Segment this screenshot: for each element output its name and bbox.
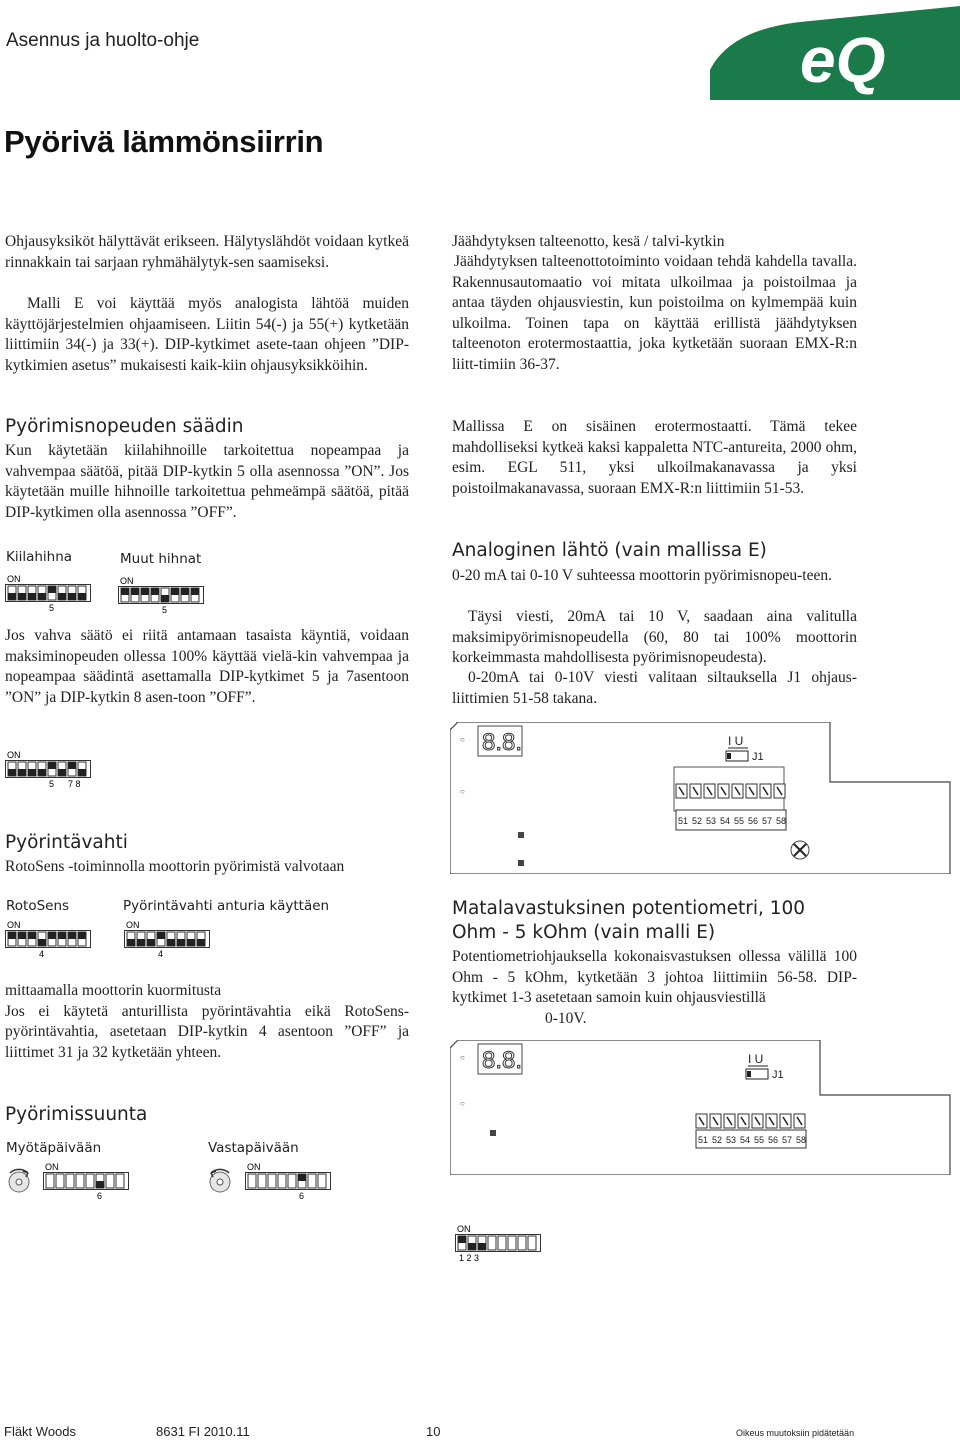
dip-switch-anturi xyxy=(124,918,210,960)
svg-text:ON: ON xyxy=(457,1224,471,1234)
svg-text:54: 54 xyxy=(720,816,731,826)
potentiometer-heading-2: Ohm - 5 kOhm (vain malli E) xyxy=(452,922,716,943)
potentiometer-text: Potentiometriohjauksella kokonaisvastuksen ollessa välillä 100 Ohm - 5 kOhm, kytketään 3 johtoa liittimiin 56-58. DIP-kytkimet 1-3 asetetaan samoin kuin ohjausviestillä xyxy=(452,948,857,1006)
svg-text:58: 58 xyxy=(776,816,787,826)
svg-text:○: ○ xyxy=(460,1053,465,1062)
caption-muut-hihnat: Muut hihnat xyxy=(120,551,202,567)
analog-p3: 0-20mA tai 0-10V viesti valitaan siltauksella J1 ohjaus-liittimien 51-58 takana. xyxy=(452,669,857,707)
svg-text:5: 5 xyxy=(162,605,168,615)
svg-text:55: 55 xyxy=(754,1135,765,1145)
caption-kiilahihna: Kiilahihna xyxy=(6,549,73,565)
svg-text:I U: I U xyxy=(748,1052,764,1066)
footer-rights: Oikeus muutoksiin pidätetään xyxy=(736,1428,855,1438)
svg-text:51: 51 xyxy=(678,816,689,826)
dip-switch-kiilahihna xyxy=(5,572,91,614)
speed-text-2: Jos vahva säätö ei riitä antamaan tasaista käyntiä, voidaan maksiminopeuden ollessa 100% käyttää vielä-kin vahvempaa ja nopeampaa säädintä asettamalla DIP-kytkimet 5 ja 7asentoon ”ON” ja DIP-kytkin 8 asen-toon ”OFF”. xyxy=(5,627,409,706)
speed-heading: Pyörimisnopeuden säädin xyxy=(5,416,244,437)
dip-switch-1-3 xyxy=(455,1222,541,1264)
doc-label: Asennus ja huolto-ohje xyxy=(6,30,200,51)
svg-text:ON: ON xyxy=(7,574,21,584)
svg-text:5: 5 xyxy=(49,779,55,789)
svg-text:54: 54 xyxy=(740,1135,751,1145)
potentiometer-heading-1: Matalavastuksinen potentiometri, 100 xyxy=(452,898,806,919)
svg-text:I U: I U xyxy=(728,734,744,748)
rotation-counterclockwise-icon xyxy=(205,1166,235,1196)
caption-myotapaivaan: Myötäpäivään xyxy=(6,1140,102,1156)
svg-text:57: 57 xyxy=(782,1135,793,1145)
dip-switch-counterclockwise xyxy=(245,1160,331,1202)
analog-p1: 0-20 mA tai 0-10 V suhteessa moottorin pyörimisnopeu-teen. xyxy=(452,567,832,584)
svg-text:○: ○ xyxy=(460,787,465,796)
svg-text:J1: J1 xyxy=(772,1069,784,1081)
svg-text:51: 51 xyxy=(698,1135,709,1145)
svg-text:ON: ON xyxy=(247,1162,261,1172)
cooling-line1: Jäähdytyksen talteenotto, kesä / talvi-kytkin xyxy=(452,233,725,250)
svg-text:4: 4 xyxy=(158,949,164,959)
control-board-diagram-1 xyxy=(450,722,960,874)
svg-text:8.8.: 8.8. xyxy=(482,1047,523,1074)
svg-text:7 8: 7 8 xyxy=(68,779,81,789)
svg-text:ON: ON xyxy=(7,920,21,930)
potentiometer-text-end: 0-10V. xyxy=(545,1010,587,1027)
dip-switch-rotosens xyxy=(5,918,91,960)
svg-text:ON: ON xyxy=(45,1162,59,1172)
cooling-text-2: Mallissa E on sisäinen erotermostaatti. Tämä tekee mahdolliseksi kytkeä kaksi kappaletta NTC-antureita, 2000 ohm, esim. EGL 511, yksi ulkoilmakanavassa ja yksi poistoilmakanavassa, suoraan EMX-R:n liittimiin 51-53. xyxy=(452,418,857,497)
intro-paragraph-2: Malli E voi käyttää myös analogista lähtöä muiden käyttöjärjestelmien ohjaamiseen. Liitin 54(-) ja 55(+) kytketään liittimiin 34(-) ja 33(+). DIP-kytkimet asete-taan ohjeen ”DIP-kytkimien asetus” mukaisesti kaik-kiin ohjausyksikköihin. xyxy=(5,295,409,374)
guard-heading: Pyörintävahti xyxy=(5,832,128,853)
caption-rotosens: RotoSens xyxy=(6,898,70,914)
svg-text:53: 53 xyxy=(706,816,717,826)
dip-switch-clockwise xyxy=(43,1160,129,1202)
footer-doc-code: 8631 FI 2010.11 xyxy=(156,1424,250,1439)
svg-text:8.8.: 8.8. xyxy=(482,729,523,756)
svg-text:52: 52 xyxy=(712,1135,723,1145)
guard-text: mittaamalla moottorin kuormitusta Jos ei käytetä anturillista pyörintävahtia eikä RotoSens-pyörintävahtia, asetetaan DIP-kytkin 4 asentoon ”OFF” ja liittimet 31 ja 32 kytketään yhteen. xyxy=(5,982,409,1061)
svg-text:6: 6 xyxy=(299,1191,305,1201)
dip-switch-muut-hihnat xyxy=(118,574,204,616)
direction-heading: Pyörimissuunta xyxy=(5,1104,148,1125)
rotation-clockwise-icon xyxy=(4,1166,34,1196)
svg-text:52: 52 xyxy=(692,816,703,826)
svg-text:J1: J1 xyxy=(752,751,764,763)
intro-paragraph-1: Ohjausyksiköt hälyttävät erikseen. Hälytyslähdöt voidaan kytkeä rinnakkain tai sarjaan ryhmähälytyk-sen saamiseksi. xyxy=(5,233,409,271)
brand-logo: eQ xyxy=(800,24,886,96)
svg-text:ON: ON xyxy=(126,920,140,930)
svg-text:53: 53 xyxy=(726,1135,737,1145)
svg-text:4: 4 xyxy=(39,949,45,959)
page-title: Pyörivä lämmönsiirrin xyxy=(4,124,324,159)
svg-text:56: 56 xyxy=(768,1135,779,1145)
svg-text:58: 58 xyxy=(796,1135,807,1145)
svg-text:57: 57 xyxy=(762,816,773,826)
control-board-diagram-2 xyxy=(450,1040,960,1175)
svg-text:56: 56 xyxy=(748,816,759,826)
analog-p2: Täysi viesti, 20mA tai 10 V, saadaan aina valitulla maksimipyörimisnopeudella (60, 80 tai 100% moottorin korkeimmasta mahdollisesta pyörimisnopeudesta). xyxy=(452,608,857,666)
svg-text:6: 6 xyxy=(97,1191,103,1201)
svg-text:ON: ON xyxy=(120,576,134,586)
speed-text: Kun käytetään kiilahihnoille tarkoitettua nopeampaa ja vahvempaa säätöä, pitää DIP-kytkin 5 olla asennossa ”ON”. Jos käytetään muille hihnoille tarkoitettua pehmeämpä säätöä, pitää DIP-kytkimen olla asennossa ”OFF”. xyxy=(5,442,409,521)
svg-text:○: ○ xyxy=(460,1099,465,1108)
analog-heading: Analoginen lähtö (vain mallissa E) xyxy=(452,540,767,561)
guard-subtitle: RotoSens -toiminnolla moottorin pyörimistä valvotaan xyxy=(5,858,345,875)
footer-page-number: 10 xyxy=(426,1424,441,1439)
svg-text:○: ○ xyxy=(460,735,465,744)
svg-text:ON: ON xyxy=(7,750,21,760)
caption-vastapaivaan: Vastapäivään xyxy=(208,1140,299,1156)
cooling-text: Jäähdytyksen talteenottotoiminto voidaan tehdä kahdella tavalla. Rakennusautomaatio voi mitata ulkoilmaa ja poistoilmaa ja antaa täyden ohjausviestin, kun poistoilma on kylmempää kuin ulkoilma. Toinen tapa on käyttää erillistä jäähdytyksen talteenoton erotermostaattia, joka kytketään suoraan EMX-R:n liitt-timiin 36-37. xyxy=(452,253,857,373)
dip-switch-5-7-8 xyxy=(5,748,91,790)
caption-anturi: Pyörintävahti anturia käyttäen xyxy=(123,898,330,914)
brand-banner xyxy=(600,0,960,100)
svg-text:5: 5 xyxy=(49,603,55,613)
svg-text:55: 55 xyxy=(734,816,745,826)
footer-company: Fläkt Woods xyxy=(4,1424,77,1439)
svg-text:1 2 3: 1 2 3 xyxy=(459,1253,480,1263)
